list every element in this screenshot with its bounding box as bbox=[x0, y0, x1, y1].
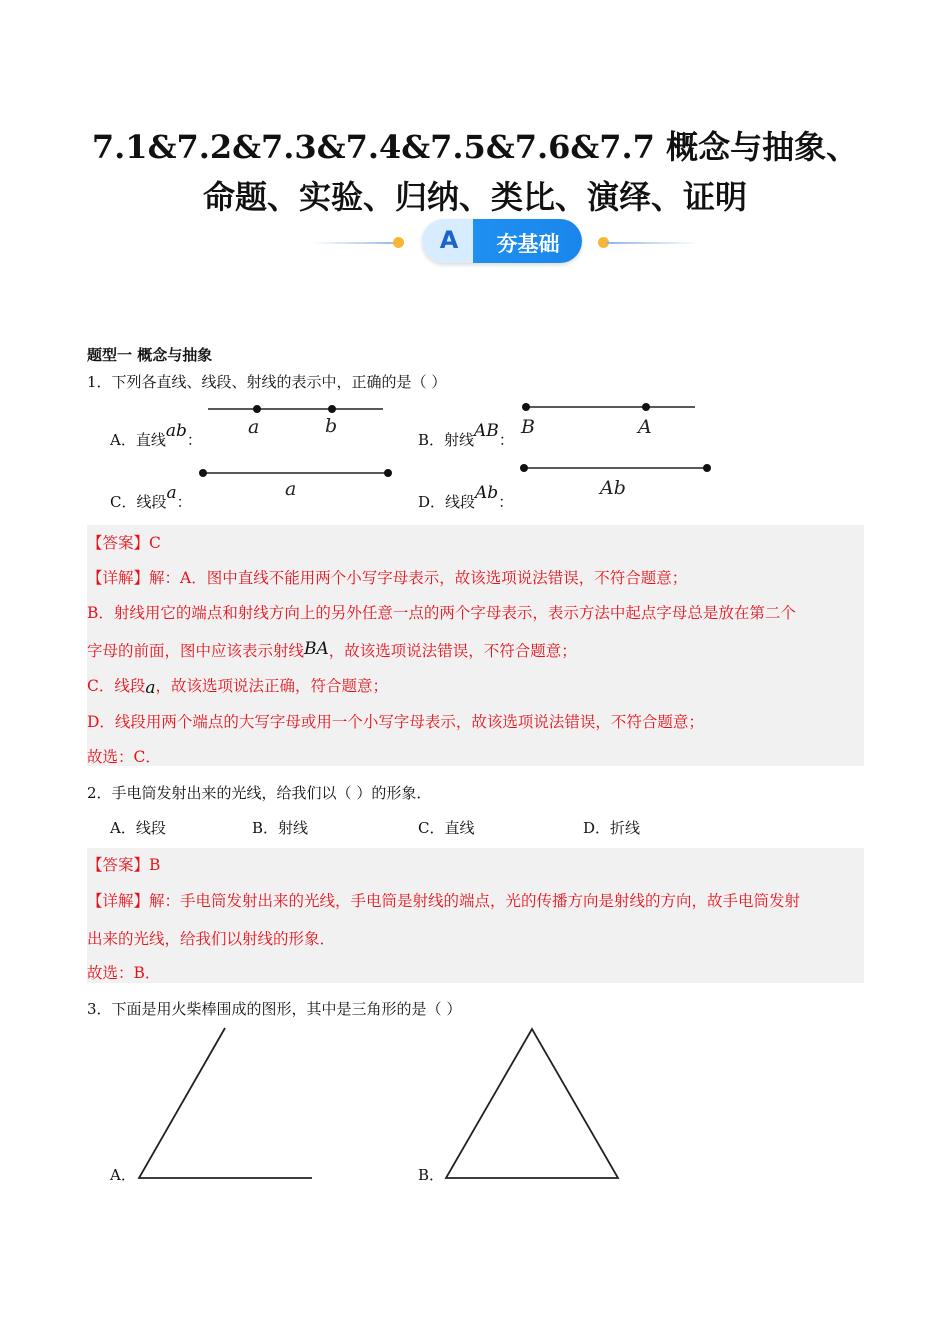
q1-detail-tag: 【详解】 bbox=[87, 569, 150, 587]
q3-option-a: A． bbox=[110, 1166, 136, 1184]
q1-detail-line2: B．射线用它的端点和射线方向上的另外任意一点的两个字母表示，表示方法中起点字母总是放在第二个 bbox=[87, 604, 796, 622]
label-B: B bbox=[521, 416, 535, 438]
q2-answer-box bbox=[87, 848, 864, 983]
q1-option-a bbox=[110, 421, 202, 450]
point-a-dot bbox=[253, 405, 261, 413]
label-b: b bbox=[325, 415, 338, 437]
page-title-line2: 命题、实验、归纳、类比、演绎、证明 bbox=[202, 178, 747, 216]
q1-option-c bbox=[110, 483, 192, 512]
q2-option-c: C．直线 bbox=[418, 819, 475, 837]
label-A: A bbox=[638, 416, 652, 438]
q1-option-b-label: B．射线 bbox=[418, 431, 475, 449]
q1-option-d bbox=[418, 483, 514, 512]
segment-a-left-end bbox=[199, 469, 207, 477]
q2-detail-tag: 【详解】 bbox=[87, 892, 150, 910]
triangle-shape bbox=[446, 1029, 618, 1178]
q1-option-c-symbol: a bbox=[166, 483, 177, 503]
q1-detail-line3-pre: 字母的前面，图中应该表示射线 bbox=[87, 642, 305, 660]
q2-option-a: A．线段 bbox=[110, 819, 166, 837]
q1-figure-a-line bbox=[205, 398, 390, 440]
page-title-line1: 7.1&7.2&7.3&7.4&7.5&7.6&7.7 概念与抽象、 bbox=[91, 128, 859, 166]
q1-detail-line1 bbox=[87, 566, 687, 588]
point-a-on-ray bbox=[642, 403, 650, 411]
q2-detail-line1 bbox=[87, 889, 800, 911]
q1-detail-line4 bbox=[87, 674, 388, 696]
segment-ab-left-end bbox=[520, 464, 528, 472]
q1-detail-line3-symbol: BA bbox=[304, 639, 329, 659]
q3-figure-b-triangle bbox=[438, 1022, 628, 1184]
q1-option-d-symbol: Ab bbox=[475, 483, 499, 503]
q1-detail-line4-symbol: a bbox=[145, 678, 156, 698]
q1-detail-line4-post: ，故该选项说法正确，符合题意； bbox=[155, 677, 389, 695]
q1-option-d-label: D．线段 bbox=[418, 493, 476, 511]
q1-option-b bbox=[418, 421, 514, 450]
q1-option-d-colon: ： bbox=[498, 493, 514, 511]
label-seg-Ab: Ab bbox=[600, 477, 626, 499]
q1-detail-line6: 故选：C． bbox=[87, 748, 161, 766]
q1-option-a-symbol: ab bbox=[165, 421, 187, 441]
q3-stem: 3．下面是用火柴棒围成的图形，其中是三角形的是（ ） bbox=[87, 1000, 462, 1018]
point-b-dot bbox=[328, 405, 336, 413]
point-b-endpoint bbox=[522, 403, 530, 411]
q1-detail-line5: D．线段用两个端点的大写字母或用一个小写字母表示，故该选项说法错误，不符合题意； bbox=[87, 713, 704, 731]
q1-option-b-symbol: AB bbox=[474, 421, 499, 441]
q2-detail-line2: 出来的光线，给我们以射线的形象． bbox=[87, 930, 336, 948]
q1-option-b-colon: ： bbox=[498, 431, 514, 449]
section-title: 题型一 概念与抽象 bbox=[87, 346, 213, 364]
q1-stem: 1．下列各直线、线段、射线的表示中，正确的是（ ） bbox=[87, 373, 447, 391]
q2-detail-text1: 解：手电筒发射出来的光线，手电筒是射线的端点，光的传播方向是射线的方向，故手电筒发射 bbox=[149, 892, 801, 910]
q3-option-b: B． bbox=[418, 1166, 445, 1184]
q1-figure-b-ray bbox=[518, 396, 700, 438]
q2-option-d: D．折线 bbox=[583, 819, 641, 837]
q2-option-b: B．射线 bbox=[252, 819, 309, 837]
q1-option-c-colon: ： bbox=[176, 493, 192, 511]
q1-option-a-colon: ： bbox=[186, 431, 202, 449]
q1-detail-line3 bbox=[87, 639, 577, 661]
q1-answer-box bbox=[87, 525, 864, 766]
q2-detail-line3: 故选：B． bbox=[87, 964, 161, 982]
q1-option-c-label: C．线段 bbox=[110, 493, 167, 511]
q1-figure-c-segment bbox=[195, 462, 395, 504]
badge-right-rule bbox=[606, 242, 698, 244]
level-badge bbox=[422, 219, 582, 263]
label-a: a bbox=[248, 416, 260, 438]
q1-detail-line3-post: ，故该选项说法错误，不符合题意； bbox=[328, 642, 577, 660]
q1-detail-text1: 解：A．图中直线不能用两个小写字母表示，故该选项说法错误，不符合题意； bbox=[149, 569, 688, 587]
q2-answer: 【答案】B bbox=[87, 856, 161, 874]
badge-letter: A bbox=[439, 226, 459, 254]
badge-left-dot bbox=[393, 237, 404, 248]
q1-option-a-label: A．直线 bbox=[110, 431, 166, 449]
segment-ab-right-end bbox=[703, 464, 711, 472]
q3-figure-a-open-angle bbox=[130, 1022, 320, 1184]
badge-left-rule bbox=[312, 242, 404, 244]
segment-a-right-end bbox=[384, 469, 392, 477]
q2-stem: 2．手电筒发射出来的光线，给我们以（ ）的形象． bbox=[87, 784, 432, 802]
q1-figure-d-segment bbox=[516, 457, 716, 501]
open-angle-shape bbox=[139, 1028, 312, 1178]
label-seg-a: a bbox=[285, 478, 297, 500]
q1-answer: 【答案】C bbox=[87, 534, 161, 552]
badge-text: 夯基础 bbox=[496, 232, 560, 256]
q1-detail-line4-pre: C．线段 bbox=[87, 677, 146, 695]
